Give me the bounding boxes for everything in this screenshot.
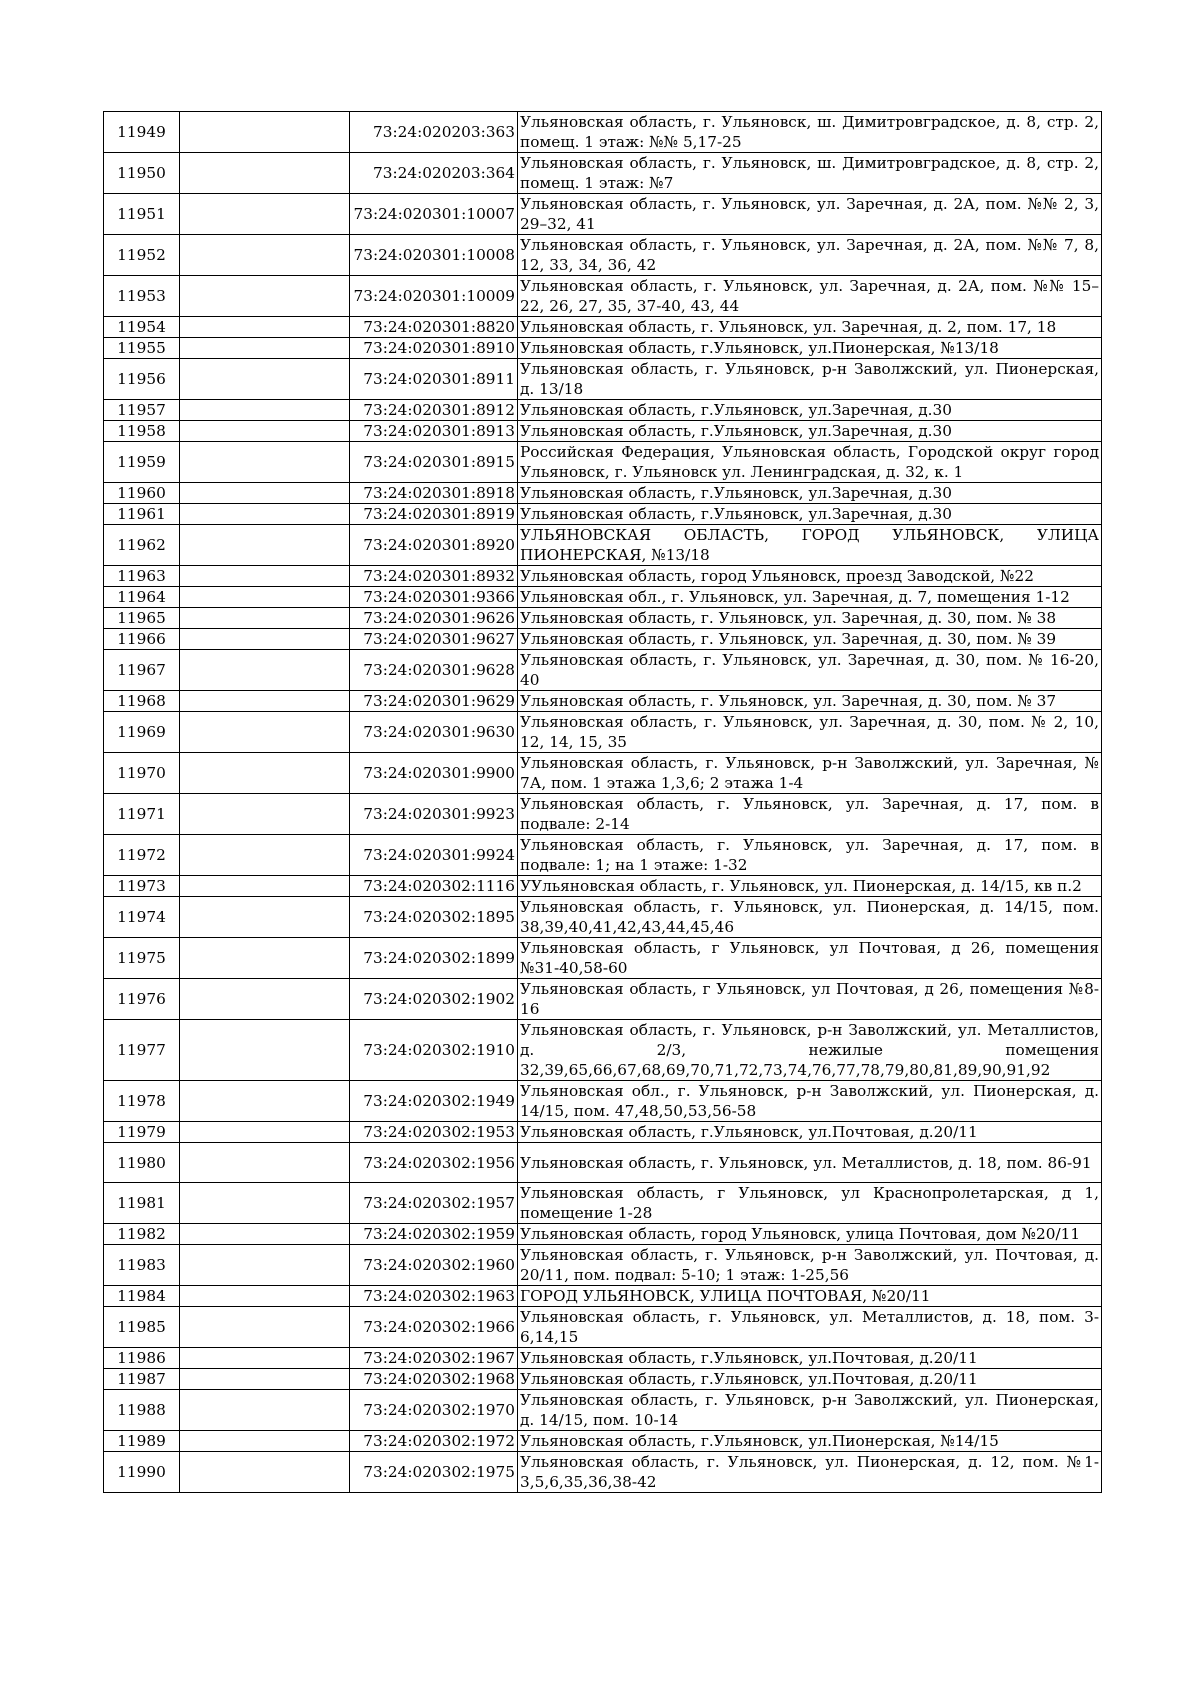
row-empty-cell bbox=[180, 1431, 350, 1452]
row-empty-cell bbox=[180, 608, 350, 629]
row-empty-cell bbox=[180, 1348, 350, 1369]
table-row bbox=[104, 753, 1102, 794]
address-cell: Ульяновская область, г. Ульяновск, р-н Заволжский, ул. Пионерская, д. 14/15, пом. 10-14 bbox=[518, 1390, 1102, 1431]
address-cell: Ульяновская область, г. Ульяновск, ул. Заречная, д. 2А, пом. №№ 15–22, 26, 27, 35, 37-40, 43, 44 bbox=[518, 276, 1102, 317]
row-empty-cell bbox=[180, 194, 350, 235]
row-number-cell: 11986 bbox=[104, 1348, 180, 1369]
table-row bbox=[104, 276, 1102, 317]
address-cell: Ульяновская область, г.Ульяновск, ул.Пионерская, №13/18 bbox=[518, 338, 1102, 359]
address-cell: Ульяновская область, г. Ульяновск, р-н Заволжский, ул. Заречная, № 7А, пом. 1 этажа 1,3,6; 2 этажа 1-4 bbox=[518, 753, 1102, 794]
address-cell: Ульяновская область, г.Ульяновск, ул.Почтовая, д.20/11 bbox=[518, 1369, 1102, 1390]
row-number-cell: 11963 bbox=[104, 566, 180, 587]
table-row bbox=[104, 421, 1102, 442]
row-number-cell: 11960 bbox=[104, 483, 180, 504]
registry-table bbox=[103, 111, 1102, 1493]
row-number-cell: 11954 bbox=[104, 317, 180, 338]
cadastral-number-cell: 73:24:020302:1902 bbox=[350, 979, 518, 1020]
row-number-cell: 11952 bbox=[104, 235, 180, 276]
address-cell: Ульяновская область, г. Ульяновск, ул. Пионерская, д. 12, пом. №1-3,5,6,35,36,38-42 bbox=[518, 1452, 1102, 1493]
address-cell: УУльяновская область, г. Ульяновск, ул. Пионерская, д. 14/15, кв п.2 bbox=[518, 876, 1102, 897]
row-number-cell: 11987 bbox=[104, 1369, 180, 1390]
table-row bbox=[104, 359, 1102, 400]
row-empty-cell bbox=[180, 112, 350, 153]
cadastral-number-cell: 73:24:020301:9924 bbox=[350, 835, 518, 876]
row-empty-cell bbox=[180, 712, 350, 753]
row-empty-cell bbox=[180, 691, 350, 712]
row-number-cell: 11967 bbox=[104, 650, 180, 691]
row-empty-cell bbox=[180, 753, 350, 794]
cadastral-number-cell: 73:24:020301:8918 bbox=[350, 483, 518, 504]
cadastral-number-cell: 73:24:020302:1960 bbox=[350, 1245, 518, 1286]
table-row bbox=[104, 1245, 1102, 1286]
row-number-cell: 11964 bbox=[104, 587, 180, 608]
table-row bbox=[104, 235, 1102, 276]
address-cell: Ульяновская область, г. Ульяновск, ул. Заречная, д. 30, пом. № 16-20, 40 bbox=[518, 650, 1102, 691]
table-row bbox=[104, 587, 1102, 608]
cadastral-number-cell: 73:24:020301:8915 bbox=[350, 442, 518, 483]
address-cell: Ульяновская область, г. Ульяновск, р-н Заволжский, ул. Металлистов, д. 2/3, нежилые помещения 32,39,65,66,67,68,69,70,71,72,73,74,76,77,78,79,80,81,89,90,91,92 bbox=[518, 1020, 1102, 1081]
row-empty-cell bbox=[180, 235, 350, 276]
table-row bbox=[104, 979, 1102, 1020]
row-number-cell: 11969 bbox=[104, 712, 180, 753]
cadastral-number-cell: 73:24:020301:8919 bbox=[350, 504, 518, 525]
address-cell: Ульяновская область, г. Ульяновск, ул. Заречная, д. 2А, пом. №№ 7, 8, 12, 33, 34, 36, 42 bbox=[518, 235, 1102, 276]
address-cell: Ульяновская обл., г. Ульяновск, ул. Заречная, д. 7, помещения 1-12 bbox=[518, 587, 1102, 608]
cadastral-number-cell: 73:24:020301:10008 bbox=[350, 235, 518, 276]
cadastral-number-cell: 73:24:020302:1968 bbox=[350, 1369, 518, 1390]
cadastral-number-cell: 73:24:020203:364 bbox=[350, 153, 518, 194]
table-row bbox=[104, 194, 1102, 235]
cadastral-number-cell: 73:24:020302:1959 bbox=[350, 1224, 518, 1245]
table-row bbox=[104, 1081, 1102, 1122]
cadastral-number-cell: 73:24:020301:9630 bbox=[350, 712, 518, 753]
row-empty-cell bbox=[180, 1122, 350, 1143]
table-row bbox=[104, 112, 1102, 153]
table-row bbox=[104, 1122, 1102, 1143]
table-row bbox=[104, 876, 1102, 897]
table-row bbox=[104, 629, 1102, 650]
row-number-cell: 11989 bbox=[104, 1431, 180, 1452]
row-number-cell: 11966 bbox=[104, 629, 180, 650]
address-cell: Ульяновская область, город Ульяновск, проезд Заводской, №22 bbox=[518, 566, 1102, 587]
cadastral-number-cell: 73:24:020301:9366 bbox=[350, 587, 518, 608]
table-row bbox=[104, 400, 1102, 421]
cadastral-number-cell: 73:24:020302:1970 bbox=[350, 1390, 518, 1431]
cadastral-number-cell: 73:24:020301:8820 bbox=[350, 317, 518, 338]
row-empty-cell bbox=[180, 1307, 350, 1348]
row-empty-cell bbox=[180, 1020, 350, 1081]
registry-table-body bbox=[104, 112, 1102, 1493]
table-row bbox=[104, 608, 1102, 629]
row-empty-cell bbox=[180, 587, 350, 608]
cadastral-number-cell: 73:24:020302:1899 bbox=[350, 938, 518, 979]
row-empty-cell bbox=[180, 876, 350, 897]
row-empty-cell bbox=[180, 794, 350, 835]
row-empty-cell bbox=[180, 276, 350, 317]
row-number-cell: 11978 bbox=[104, 1081, 180, 1122]
row-number-cell: 11962 bbox=[104, 525, 180, 566]
row-empty-cell bbox=[180, 1390, 350, 1431]
row-empty-cell bbox=[180, 338, 350, 359]
cadastral-number-cell: 73:24:020302:1972 bbox=[350, 1431, 518, 1452]
table-row bbox=[104, 897, 1102, 938]
address-cell: Ульяновская область, г.Ульяновск, ул.Заречная, д.30 bbox=[518, 400, 1102, 421]
row-empty-cell bbox=[180, 421, 350, 442]
cadastral-number-cell: 73:24:020302:1957 bbox=[350, 1183, 518, 1224]
table-row bbox=[104, 483, 1102, 504]
table-row bbox=[104, 1020, 1102, 1081]
row-empty-cell bbox=[180, 525, 350, 566]
row-number-cell: 11955 bbox=[104, 338, 180, 359]
cadastral-number-cell: 73:24:020302:1975 bbox=[350, 1452, 518, 1493]
table-row bbox=[104, 1431, 1102, 1452]
table-row bbox=[104, 712, 1102, 753]
address-cell: Ульяновская область, г. Ульяновск, ул. Заречная, д. 2А, пом. №№ 2, 3, 29–32, 41 bbox=[518, 194, 1102, 235]
table-row bbox=[104, 1348, 1102, 1369]
address-cell: Ульяновская область, г.Ульяновск, ул.Почтовая, д.20/11 bbox=[518, 1122, 1102, 1143]
row-number-cell: 11953 bbox=[104, 276, 180, 317]
table-row bbox=[104, 442, 1102, 483]
address-cell: Ульяновская область, г Ульяновск, ул Краснопролетарская, д 1, помещение 1-28 bbox=[518, 1183, 1102, 1224]
row-empty-cell bbox=[180, 153, 350, 194]
row-number-cell: 11965 bbox=[104, 608, 180, 629]
row-number-cell: 11970 bbox=[104, 753, 180, 794]
cadastral-number-cell: 73:24:020302:1910 bbox=[350, 1020, 518, 1081]
table-row bbox=[104, 1369, 1102, 1390]
table-row bbox=[104, 691, 1102, 712]
cadastral-number-cell: 73:24:020301:8912 bbox=[350, 400, 518, 421]
row-number-cell: 11980 bbox=[104, 1143, 180, 1183]
row-number-cell: 11973 bbox=[104, 876, 180, 897]
row-number-cell: 11983 bbox=[104, 1245, 180, 1286]
address-cell: Ульяновская область, г.Ульяновск, ул.Пионерская, №14/15 bbox=[518, 1431, 1102, 1452]
row-number-cell: 11988 bbox=[104, 1390, 180, 1431]
address-cell: Ульяновская область, г. Ульяновск, ул. Заречная, д. 30, пом. № 39 bbox=[518, 629, 1102, 650]
cadastral-number-cell: 73:24:020302:1953 bbox=[350, 1122, 518, 1143]
row-number-cell: 11968 bbox=[104, 691, 180, 712]
table-row bbox=[104, 1452, 1102, 1493]
row-number-cell: 11949 bbox=[104, 112, 180, 153]
cadastral-number-cell: 73:24:020302:1949 bbox=[350, 1081, 518, 1122]
row-number-cell: 11985 bbox=[104, 1307, 180, 1348]
cadastral-number-cell: 73:24:020203:363 bbox=[350, 112, 518, 153]
row-number-cell: 11961 bbox=[104, 504, 180, 525]
table-row bbox=[104, 153, 1102, 194]
row-empty-cell bbox=[180, 650, 350, 691]
table-row bbox=[104, 317, 1102, 338]
row-empty-cell bbox=[180, 1143, 350, 1183]
address-cell: УЛЬЯНОВСКАЯ ОБЛАСТЬ, ГОРОД УЛЬЯНОВСК, УЛИЦА ПИОНЕРСКАЯ, №13/18 bbox=[518, 525, 1102, 566]
row-number-cell: 11958 bbox=[104, 421, 180, 442]
table-row bbox=[104, 525, 1102, 566]
row-empty-cell bbox=[180, 359, 350, 400]
address-cell: Ульяновская область, г Ульяновск, ул Почтовая, д 26, помещения №31-40,58-60 bbox=[518, 938, 1102, 979]
cadastral-number-cell: 73:24:020301:8932 bbox=[350, 566, 518, 587]
table-row bbox=[104, 338, 1102, 359]
row-number-cell: 11972 bbox=[104, 835, 180, 876]
address-cell: Ульяновская область, г. Ульяновск, ул. Заречная, д. 30, пом. № 38 bbox=[518, 608, 1102, 629]
address-cell: Ульяновская область, г. Ульяновск, ул. Заречная, д. 17, пом. в подвале: 2-14 bbox=[518, 794, 1102, 835]
table-row bbox=[104, 1183, 1102, 1224]
cadastral-number-cell: 73:24:020301:9900 bbox=[350, 753, 518, 794]
cadastral-number-cell: 73:24:020301:8920 bbox=[350, 525, 518, 566]
table-row bbox=[104, 650, 1102, 691]
row-number-cell: 11977 bbox=[104, 1020, 180, 1081]
row-empty-cell bbox=[180, 442, 350, 483]
cadastral-number-cell: 73:24:020301:9923 bbox=[350, 794, 518, 835]
address-cell: Ульяновская область, г. Ульяновск, ул. Заречная, д. 30, пом. № 37 bbox=[518, 691, 1102, 712]
address-cell: Ульяновская область, г. Ульяновск, ш. Димитровградское, д. 8, стр. 2, помещ. 1 этаж: №7 bbox=[518, 153, 1102, 194]
row-number-cell: 11975 bbox=[104, 938, 180, 979]
row-number-cell: 11950 bbox=[104, 153, 180, 194]
address-cell: Ульяновская область, г. Ульяновск, ул. Металлистов, д. 18, пом. 86-91 bbox=[518, 1143, 1102, 1183]
row-empty-cell bbox=[180, 1286, 350, 1307]
row-number-cell: 11990 bbox=[104, 1452, 180, 1493]
address-cell: Ульяновская область, г. Ульяновск, ш. Димитровградское, д. 8, стр. 2, помещ. 1 этаж: №№ 5,17-25 bbox=[518, 112, 1102, 153]
row-empty-cell bbox=[180, 400, 350, 421]
row-empty-cell bbox=[180, 979, 350, 1020]
cadastral-number-cell: 73:24:020302:1963 bbox=[350, 1286, 518, 1307]
row-empty-cell bbox=[180, 566, 350, 587]
address-cell: Ульяновская область, г. Ульяновск, ул. Заречная, д. 30, пом. № 2, 10, 12, 14, 15, 35 bbox=[518, 712, 1102, 753]
table-row bbox=[104, 835, 1102, 876]
address-cell: Ульяновская область, г. Ульяновск, р-н Заволжский, ул. Почтовая, д. 20/11, пом. подвал: 5-10; 1 этаж: 1-25,56 bbox=[518, 1245, 1102, 1286]
row-empty-cell bbox=[180, 1183, 350, 1224]
row-number-cell: 11984 bbox=[104, 1286, 180, 1307]
cadastral-number-cell: 73:24:020301:10009 bbox=[350, 276, 518, 317]
cadastral-number-cell: 73:24:020302:1966 bbox=[350, 1307, 518, 1348]
address-cell: Ульяновская область, г. Ульяновск, ул. Металлистов, д. 18, пом. 3-6,14,15 bbox=[518, 1307, 1102, 1348]
row-empty-cell bbox=[180, 1245, 350, 1286]
address-cell: Ульяновская область, г.Ульяновск, ул.Заречная, д.30 bbox=[518, 504, 1102, 525]
address-cell: Ульяновская область, г.Ульяновск, ул.Заречная, д.30 bbox=[518, 483, 1102, 504]
row-empty-cell bbox=[180, 483, 350, 504]
address-cell: Российская Федерация, Ульяновская область, Городской округ город Ульяновск, г. Ульяновск ул. Ленинградская, д. 32, к. 1 bbox=[518, 442, 1102, 483]
cadastral-number-cell: 73:24:020302:1116 bbox=[350, 876, 518, 897]
cadastral-number-cell: 73:24:020301:9626 bbox=[350, 608, 518, 629]
row-empty-cell bbox=[180, 835, 350, 876]
row-empty-cell bbox=[180, 897, 350, 938]
address-cell: Ульяновская область, г. Ульяновск, р-н Заволжский, ул. Пионерская, д. 13/18 bbox=[518, 359, 1102, 400]
table-row bbox=[104, 794, 1102, 835]
address-cell: Ульяновская область, г. Ульяновск, ул. Заречная, д. 17, пом. в подвале: 1; на 1 этаже: 1-32 bbox=[518, 835, 1102, 876]
address-cell: ГОРОД УЛЬЯНОВСК, УЛИЦА ПОЧТОВАЯ, №20/11 bbox=[518, 1286, 1102, 1307]
row-empty-cell bbox=[180, 504, 350, 525]
address-cell: Ульяновская область, г.Ульяновск, ул.Почтовая, д.20/11 bbox=[518, 1348, 1102, 1369]
table-row bbox=[104, 938, 1102, 979]
table-row bbox=[104, 1307, 1102, 1348]
cadastral-number-cell: 73:24:020301:10007 bbox=[350, 194, 518, 235]
table-row bbox=[104, 1390, 1102, 1431]
row-number-cell: 11981 bbox=[104, 1183, 180, 1224]
table-row bbox=[104, 1143, 1102, 1183]
row-number-cell: 11976 bbox=[104, 979, 180, 1020]
row-empty-cell bbox=[180, 1452, 350, 1493]
row-number-cell: 11959 bbox=[104, 442, 180, 483]
row-empty-cell bbox=[180, 1224, 350, 1245]
row-number-cell: 11956 bbox=[104, 359, 180, 400]
cadastral-number-cell: 73:24:020301:8913 bbox=[350, 421, 518, 442]
row-number-cell: 11979 bbox=[104, 1122, 180, 1143]
row-number-cell: 11951 bbox=[104, 194, 180, 235]
row-empty-cell bbox=[180, 317, 350, 338]
row-number-cell: 11971 bbox=[104, 794, 180, 835]
address-cell: Ульяновская область, г. Ульяновск, ул. Заречная, д. 2, пом. 17, 18 bbox=[518, 317, 1102, 338]
table-row bbox=[104, 504, 1102, 525]
cadastral-number-cell: 73:24:020301:9628 bbox=[350, 650, 518, 691]
cadastral-number-cell: 73:24:020302:1956 bbox=[350, 1143, 518, 1183]
table-row bbox=[104, 1286, 1102, 1307]
row-number-cell: 11982 bbox=[104, 1224, 180, 1245]
cadastral-number-cell: 73:24:020302:1967 bbox=[350, 1348, 518, 1369]
cadastral-number-cell: 73:24:020301:9627 bbox=[350, 629, 518, 650]
row-number-cell: 11974 bbox=[104, 897, 180, 938]
address-cell: Ульяновская область, г. Ульяновск, ул. Пионерская, д. 14/15, пом. 38,39,40,41,42,43,44,45,46 bbox=[518, 897, 1102, 938]
cadastral-number-cell: 73:24:020301:8911 bbox=[350, 359, 518, 400]
cadastral-number-cell: 73:24:020301:8910 bbox=[350, 338, 518, 359]
address-cell: Ульяновская обл., г. Ульяновск, р-н Заволжский, ул. Пионерская, д. 14/15, пом. 47,48,50,53,56-58 bbox=[518, 1081, 1102, 1122]
address-cell: Ульяновская область, город Ульяновск, улица Почтовая, дом №20/11 bbox=[518, 1224, 1102, 1245]
cadastral-number-cell: 73:24:020302:1895 bbox=[350, 897, 518, 938]
row-empty-cell bbox=[180, 1081, 350, 1122]
cadastral-number-cell: 73:24:020301:9629 bbox=[350, 691, 518, 712]
address-cell: Ульяновская область, г.Ульяновск, ул.Заречная, д.30 bbox=[518, 421, 1102, 442]
row-empty-cell bbox=[180, 1369, 350, 1390]
table-row bbox=[104, 1224, 1102, 1245]
row-number-cell: 11957 bbox=[104, 400, 180, 421]
row-empty-cell bbox=[180, 629, 350, 650]
row-empty-cell bbox=[180, 938, 350, 979]
table-row bbox=[104, 566, 1102, 587]
address-cell: Ульяновская область, г Ульяновск, ул Почтовая, д 26, помещения №8-16 bbox=[518, 979, 1102, 1020]
